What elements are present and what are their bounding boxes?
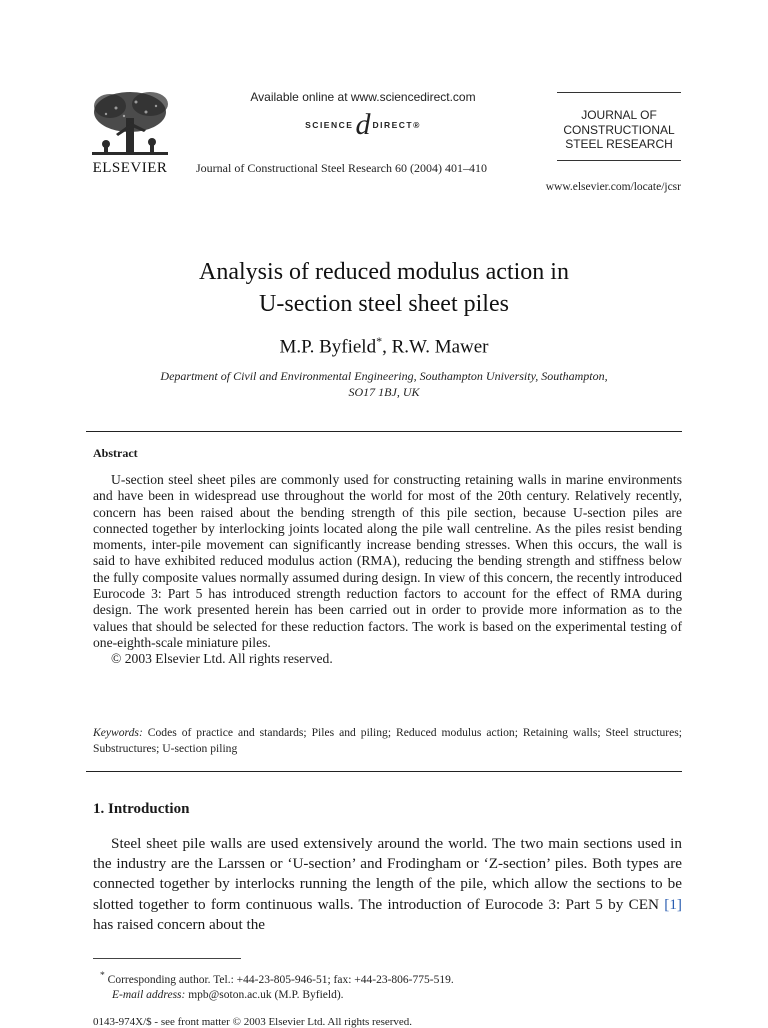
footnote-line: [100, 968, 680, 988]
email-label: E-mail address:: [112, 989, 186, 1002]
keywords-label: Keywords:: [93, 726, 143, 739]
author-name: M.P. Byfield: [279, 336, 377, 358]
keywords: [93, 725, 682, 757]
footnote-email-line: [100, 988, 680, 1004]
section-heading: 1. Introduction: [93, 801, 190, 817]
footnote-mark: *: [100, 970, 105, 981]
sciencedirect-logo: [278, 110, 448, 140]
affiliation-line: Department of Civil and Environmental Engineering, Southampton University, Southampton,: [160, 369, 608, 383]
corresponding-author-mark[interactable]: *: [376, 334, 383, 348]
tree-icon: [86, 88, 174, 160]
journal-name-line: STEEL RESEARCH: [565, 137, 673, 151]
article-authors: [100, 334, 668, 358]
journal-url-link[interactable]: www.elsevier.com/locate/jcsr: [545, 181, 681, 193]
intro-text: has raised concern about the: [93, 915, 266, 933]
article-title: [100, 256, 668, 320]
footnote-text: Corresponding author. Tel.: +44-23-805-946-51; fax: +44-23-806-775-519.: [107, 973, 454, 986]
journal-citation: Journal of Constructional Steel Research 60 (2004) 401–410: [196, 161, 487, 175]
front-matter-line: 0143-974X/$ - see front matter © 2003 Elsevier Ltd. All rights reserved.: [93, 1016, 413, 1028]
intro-text: Steel sheet pile walls are used extensively around the world. The two main sections used in the industry are the Larssen or ‘U-section’ and Frodingham or ‘Z-section’ piles. Both types are connected together by interlocks running the length of the pile, which allow the sections to be slotted together to form continuous walls. The introduction of Eurocode 3: Part 5 by CEN: [93, 835, 682, 913]
journal-name-bottom-rule: [557, 160, 681, 161]
publisher-name: ELSEVIER: [92, 160, 168, 176]
author-affiliation: [110, 368, 658, 400]
journal-name: [552, 108, 686, 152]
abstract-top-rule: [86, 431, 682, 432]
footnote-rule: [93, 958, 241, 959]
abstract-bottom-rule: [86, 771, 682, 772]
introduction-paragraph: [93, 834, 682, 935]
reference-link[interactable]: [1]: [664, 895, 682, 913]
footnote: [100, 968, 680, 1004]
copyright-notice: © 2003 Elsevier Ltd. All rights reserved.: [111, 651, 333, 667]
affiliation-line: SO17 1BJ, UK: [348, 385, 420, 399]
email-value[interactable]: mpb@soton.ac.uk (M.P. Byfield).: [188, 989, 344, 1002]
abstract-text: U-section steel sheet piles are commonly used for constructing retaining walls in marine environments and have been in widespread use throughout the world for most of the 20th century. Relatively recently, concern has been raised about the bending strength of this pile section, because U-section piles are connected together by interlocking joints located along the pile wall centreline. As the piles resist bending moments, inter-pile movement can significantly increase bending stresses. When this occurs, the wall is said to have exhibited reduced modulus action (RMA), reducing the bending strength and stiffness below the fully composite values normally assumed during design. In view of this concern, the recently introduced Eurocode 3: Part 5 has introduced strength reduction factors to account for the effect of RMA during design. The work presented herein has been carried out in order to provide more information as to the values that should be selected for these reduction factors. The work is based on the experimental testing of one-eighth-scale miniature piles.: [93, 472, 682, 650]
sd-left-text: SCIENCE: [305, 120, 354, 130]
sd-at-icon: d: [355, 108, 371, 141]
title-line: U-section steel sheet piles: [259, 291, 509, 317]
journal-name-line: JOURNAL OF: [581, 108, 657, 122]
journal-name-top-rule: [557, 92, 681, 93]
keywords-text: Codes of practice and standards; Piles and piling; Reduced modulus action; Retaining walls; Steel structures; Substructures; U-section piling: [93, 726, 682, 755]
abstract-body: [93, 472, 682, 668]
journal-name-line: CONSTRUCTIONAL: [563, 122, 675, 137]
introduction-body: [93, 834, 682, 935]
abstract-heading: Abstract: [93, 446, 138, 460]
author-name: , R.W. Mawer: [382, 336, 489, 358]
available-online-text: Available online at www.sciencedirect.com: [250, 90, 476, 104]
title-line: Analysis of reduced modulus action in: [199, 259, 569, 285]
sd-right-text: DIRECT®: [372, 120, 421, 130]
